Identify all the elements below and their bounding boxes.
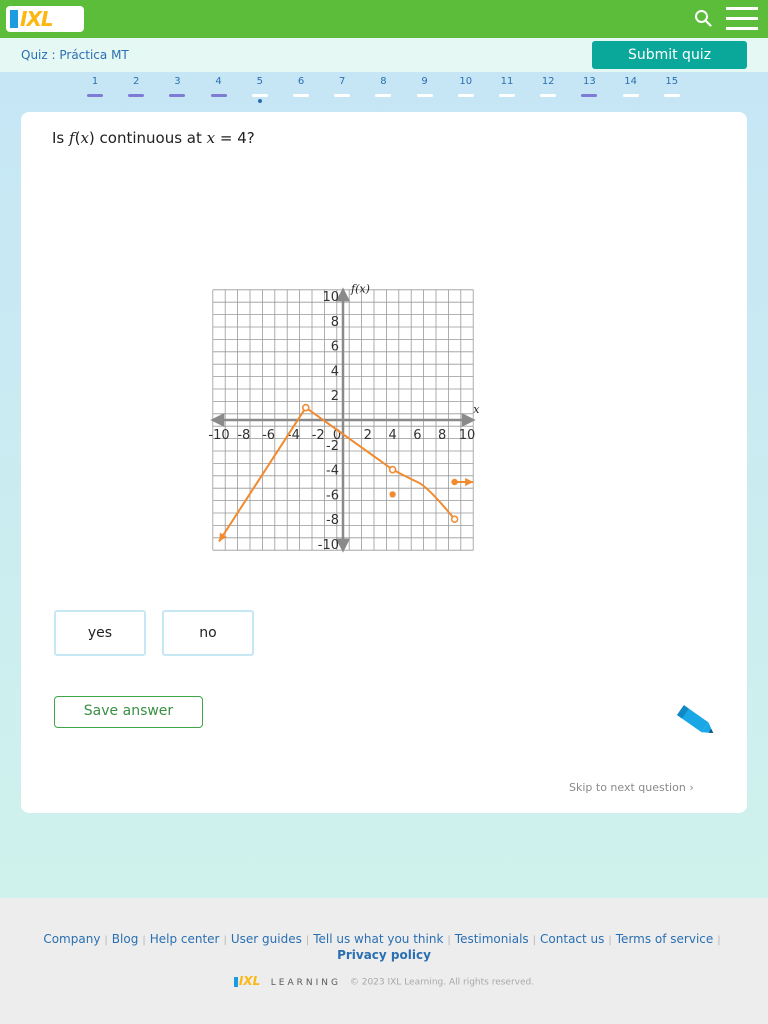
question-nav-number: 11 — [500, 76, 514, 87]
question-nav-underline — [128, 94, 144, 97]
chevron-right-icon: › — [689, 781, 694, 794]
graph-arrowhead — [465, 478, 473, 486]
y-tick-label: 6 — [330, 339, 339, 355]
question-nav-underline — [375, 94, 391, 97]
question-text: Is f(x) continuous at x = 4? — [52, 129, 255, 147]
quiz-title: Quiz : Práctica MT — [21, 48, 129, 62]
x-axis-label: x — [473, 403, 480, 416]
question-nav-underline — [664, 94, 680, 97]
question-nav-underline — [417, 94, 433, 97]
function-graph — [73, 159, 613, 599]
y-tick-label: -8 — [326, 513, 339, 529]
question-nav-item[interactable] — [121, 76, 151, 87]
footer-link[interactable]: Contact us — [540, 932, 605, 946]
y-tick-label: -4 — [326, 463, 339, 479]
top-bar — [0, 0, 768, 38]
question-nav-number: 1 — [91, 76, 99, 87]
footer-link[interactable]: Terms of service — [615, 932, 714, 946]
question-nav-number: 3 — [174, 76, 181, 87]
question-nav-item[interactable] — [204, 76, 234, 87]
closed-endpoint — [451, 479, 457, 485]
footer-learning-text: LEARNING — [270, 977, 341, 988]
x-tick-label: 2 — [363, 428, 372, 443]
question-nav-underline — [458, 94, 474, 97]
ixl-logo[interactable] — [6, 6, 84, 32]
open-endpoint — [390, 467, 396, 473]
choice-yes-button[interactable]: yes — [54, 610, 146, 656]
footer-link[interactable]: Tell us what you think — [313, 932, 444, 946]
save-answer-button[interactable]: Save answer — [54, 696, 203, 728]
question-nav-item[interactable] — [286, 76, 316, 87]
question-nav-number: 14 — [624, 76, 637, 87]
question-nav-number: 4 — [215, 76, 222, 87]
question-nav-underline — [169, 94, 185, 97]
footer-separator: | — [608, 935, 612, 946]
question-navigator — [0, 72, 768, 110]
footer-separator: | — [142, 935, 146, 946]
question-nav-underline — [211, 94, 227, 97]
privacy-policy-link[interactable]: Privacy policy — [337, 948, 431, 962]
question-nav-item[interactable] — [245, 76, 275, 87]
x-tick-label: -6 — [262, 428, 276, 443]
footer-link[interactable]: Testimonials — [454, 932, 529, 946]
main-content — [0, 72, 768, 898]
question-nav-number: 5 — [256, 76, 263, 87]
question-nav-underline — [499, 94, 515, 97]
question-nav-item[interactable] — [80, 76, 110, 87]
search-icon[interactable] — [694, 9, 712, 27]
question-nav-underline — [623, 94, 639, 97]
x-tick-label: 4 — [388, 428, 397, 443]
y-tick-label: 8 — [330, 314, 339, 330]
question-nav-number: 8 — [380, 76, 387, 87]
copyright-line — [0, 976, 768, 988]
question-nav-item[interactable] — [492, 76, 522, 87]
x-tick-label: 0 — [332, 428, 342, 443]
question-nav-item[interactable] — [533, 76, 563, 87]
question-nav-underline — [540, 94, 556, 97]
y-tick-label: 10 — [322, 290, 339, 305]
question-nav-item[interactable] — [657, 76, 687, 87]
copyright-text: © 2023 IXL Learning. All rights reserved. — [349, 977, 535, 988]
question-nav-item[interactable] — [451, 76, 481, 87]
y-tick-label: -6 — [326, 488, 339, 504]
footer-separator: | — [447, 935, 451, 946]
footer-separator: | — [717, 935, 721, 946]
y-tick-label: -10 — [317, 538, 339, 553]
choice-no-button[interactable]: no — [162, 610, 254, 656]
question-nav-number: 15 — [665, 76, 679, 87]
question-nav-number: 6 — [297, 76, 305, 87]
footer-separator: | — [104, 935, 108, 946]
hamburger-menu-icon[interactable] — [726, 7, 758, 31]
open-endpoint — [452, 516, 458, 522]
x-tick-label: 6 — [413, 428, 422, 443]
x-tick-label: -2 — [311, 428, 325, 443]
y-tick-label: -2 — [326, 438, 339, 454]
question-nav-item[interactable] — [327, 76, 357, 87]
footer-separator: | — [223, 935, 227, 946]
question-nav-underline — [581, 94, 597, 97]
x-tick-label: 10 — [458, 428, 476, 443]
x-tick-label: -10 — [208, 428, 230, 443]
footer-link[interactable]: Help center — [149, 932, 220, 946]
question-nav-number: 10 — [459, 76, 473, 87]
footer-separator: | — [532, 935, 537, 946]
question-nav-item[interactable] — [410, 76, 440, 87]
open-endpoint — [303, 405, 309, 411]
question-nav-number: 2 — [133, 76, 140, 87]
question-nav-item[interactable] — [368, 76, 398, 87]
y-tick-label: 4 — [330, 364, 339, 380]
pencil-icon[interactable] — [673, 701, 719, 741]
question-nav-number: 9 — [421, 76, 428, 87]
footer-link[interactable]: Company — [43, 932, 101, 946]
y-axis-label: f(x) — [351, 282, 370, 296]
x-tick-label: -8 — [237, 428, 251, 443]
question-nav-underline — [293, 94, 309, 97]
question-nav-underline — [87, 94, 103, 97]
question-card — [21, 112, 747, 813]
question-nav-number: 7 — [339, 76, 346, 87]
logo-bar — [10, 10, 18, 28]
question-nav-underline — [334, 94, 350, 97]
question-nav-underline — [252, 94, 268, 97]
question-nav-number: 13 — [583, 76, 596, 87]
footer-links — [0, 932, 768, 963]
skip-question-link[interactable]: Skip to next question › — [569, 781, 694, 794]
footer-link[interactable]: Blog — [111, 932, 139, 946]
footer-ixl-logo: IXL — [234, 976, 268, 988]
y-tick-label: 2 — [330, 389, 339, 405]
logo-text: IXL — [20, 7, 53, 31]
submit-quiz-button[interactable]: Submit quiz — [592, 41, 747, 69]
isolated-point — [389, 491, 395, 497]
question-nav-item[interactable] — [574, 76, 604, 87]
x-tick-label: 8 — [438, 428, 447, 443]
footer-link[interactable]: User guides — [230, 932, 302, 946]
question-nav-item[interactable] — [616, 76, 646, 87]
footer-separator: | — [305, 935, 310, 946]
question-nav-item[interactable] — [162, 76, 192, 87]
x-tick-label: -4 — [286, 428, 300, 443]
current-question-dot — [258, 99, 262, 103]
question-nav-number: 12 — [541, 76, 555, 87]
footer — [0, 898, 768, 1024]
